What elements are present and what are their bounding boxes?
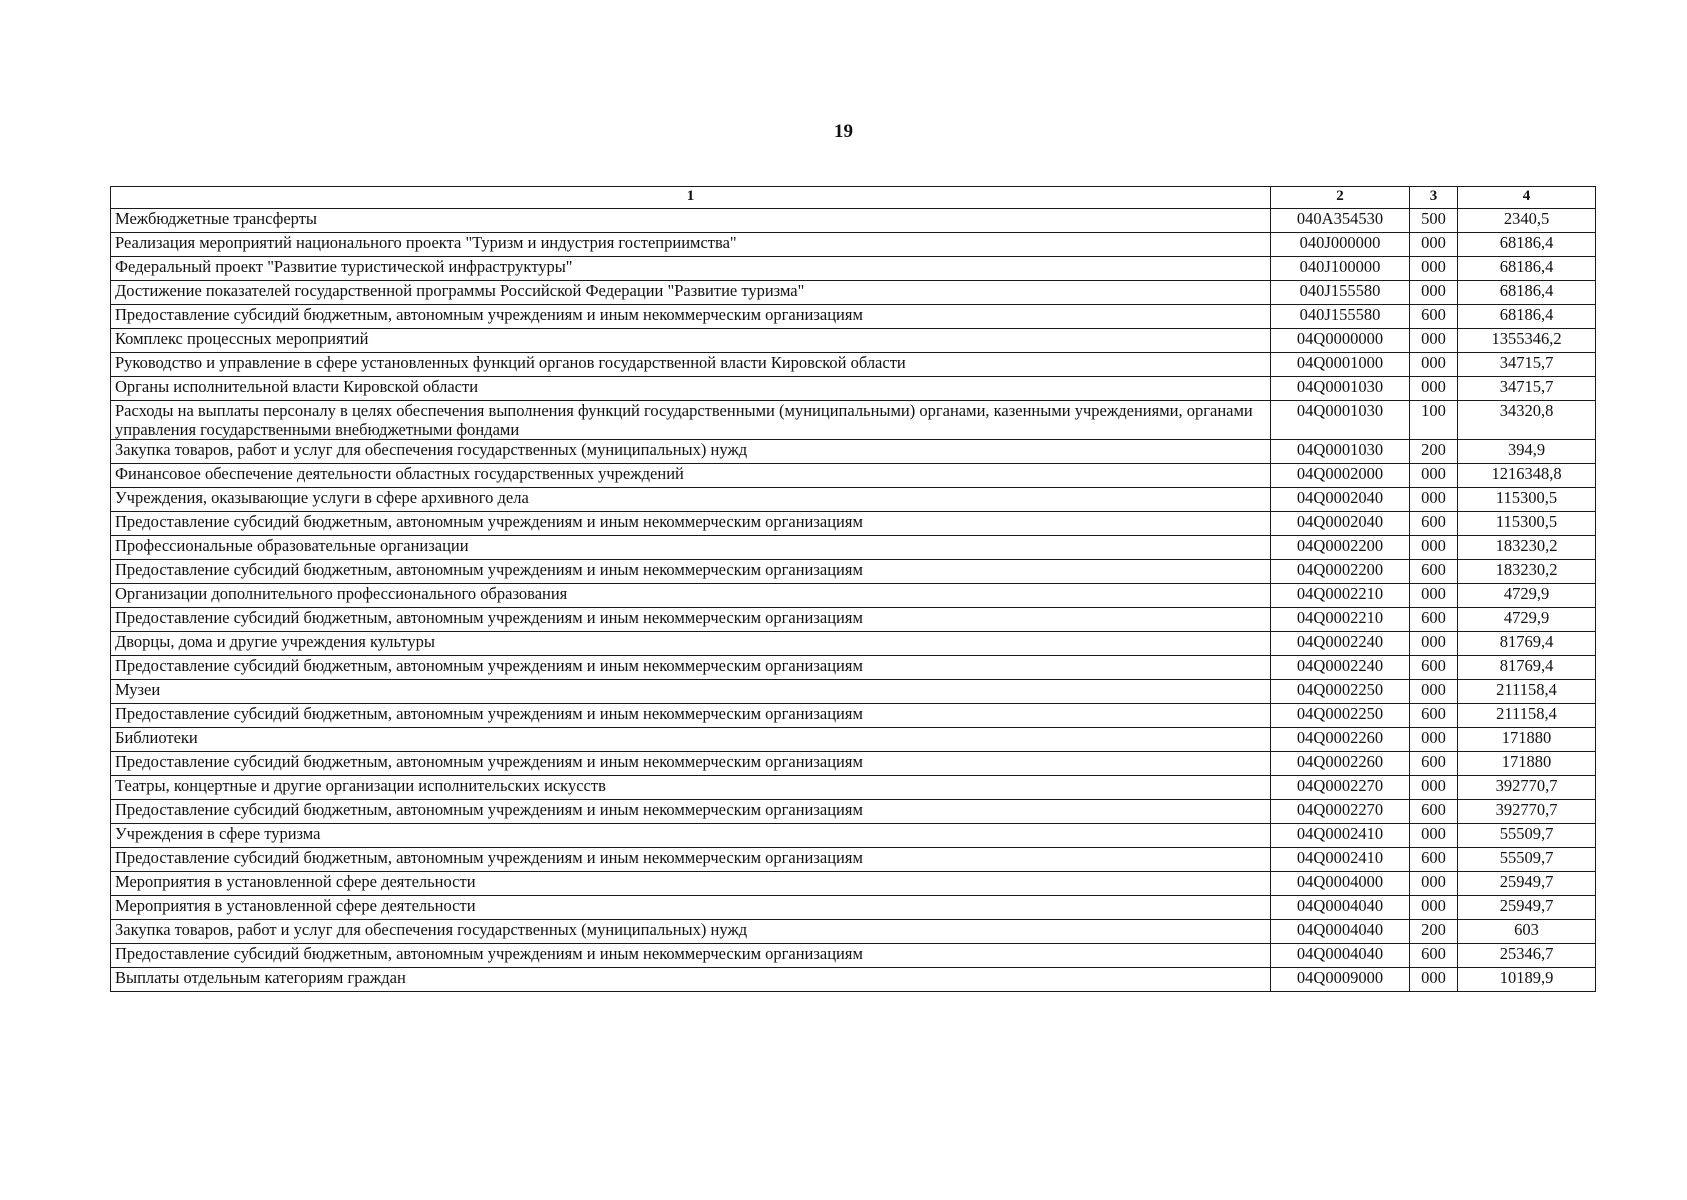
- row-name-cell: Предоставление субсидий бюджетным, автономным учреждениям и иным некоммерческим организациям: [111, 656, 1271, 680]
- table-row: [111, 896, 1596, 920]
- row-code-cell: 04Q0002250: [1271, 704, 1410, 728]
- row-type-cell: 000: [1410, 281, 1458, 305]
- row-name-cell: Учреждения, оказывающие услуги в сфере архивного дела: [111, 488, 1271, 512]
- row-type-cell: 000: [1410, 257, 1458, 281]
- row-type-cell: 000: [1410, 584, 1458, 608]
- row-amount-cell: 1216348,8: [1458, 464, 1596, 488]
- table-row: [111, 233, 1596, 257]
- row-type-cell: 000: [1410, 329, 1458, 353]
- row-name-cell: Комплекс процессных мероприятий: [111, 329, 1271, 353]
- row-code-cell: 04Q0000000: [1271, 329, 1410, 353]
- header-col-1: 1: [111, 187, 1271, 209]
- row-name-cell: Библиотеки: [111, 728, 1271, 752]
- row-type-cell: 200: [1410, 920, 1458, 944]
- row-type-cell: 600: [1410, 512, 1458, 536]
- row-name-cell: Финансовое обеспечение деятельности областных государственных учреждений: [111, 464, 1271, 488]
- row-amount-cell: 68186,4: [1458, 257, 1596, 281]
- row-type-cell: 000: [1410, 896, 1458, 920]
- row-code-cell: 04Q0002240: [1271, 632, 1410, 656]
- row-type-cell: 600: [1410, 560, 1458, 584]
- row-name-cell: Профессиональные образовательные организации: [111, 536, 1271, 560]
- row-amount-cell: 81769,4: [1458, 656, 1596, 680]
- row-code-cell: 04Q0001030: [1271, 401, 1410, 440]
- row-name-cell: Федеральный проект "Развитие туристической инфраструктуры": [111, 257, 1271, 281]
- row-name-cell: Дворцы, дома и другие учреждения культуры: [111, 632, 1271, 656]
- row-code-cell: 04Q0002240: [1271, 656, 1410, 680]
- row-amount-cell: 603: [1458, 920, 1596, 944]
- table-row: [111, 800, 1596, 824]
- table-row: [111, 536, 1596, 560]
- table-row: [111, 329, 1596, 353]
- row-name-cell: Руководство и управление в сфере установленных функций органов государственной власти Кировской области: [111, 353, 1271, 377]
- row-type-cell: 600: [1410, 608, 1458, 632]
- row-amount-cell: 4729,9: [1458, 608, 1596, 632]
- row-amount-cell: 34715,7: [1458, 377, 1596, 401]
- row-code-cell: 04Q0002040: [1271, 512, 1410, 536]
- row-type-cell: 000: [1410, 776, 1458, 800]
- row-code-cell: 04Q0002200: [1271, 536, 1410, 560]
- row-type-cell: 000: [1410, 464, 1458, 488]
- row-name-cell: Предоставление субсидий бюджетным, автономным учреждениям и иным некоммерческим организациям: [111, 848, 1271, 872]
- row-amount-cell: 55509,7: [1458, 848, 1596, 872]
- row-code-cell: 04Q0002250: [1271, 680, 1410, 704]
- row-code-cell: 040J155580: [1271, 281, 1410, 305]
- header-col-3: 3: [1410, 187, 1458, 209]
- row-name-cell: Органы исполнительной власти Кировской области: [111, 377, 1271, 401]
- row-type-cell: 600: [1410, 944, 1458, 968]
- row-code-cell: 040J155580: [1271, 305, 1410, 329]
- row-name-cell: Предоставление субсидий бюджетным, автономным учреждениям и иным некоммерческим организациям: [111, 305, 1271, 329]
- row-code-cell: 04Q0002000: [1271, 464, 1410, 488]
- table-row: [111, 872, 1596, 896]
- row-code-cell: 04Q0002040: [1271, 488, 1410, 512]
- row-name-cell: Организации дополнительного профессионального образования: [111, 584, 1271, 608]
- row-type-cell: 000: [1410, 728, 1458, 752]
- row-amount-cell: 68186,4: [1458, 281, 1596, 305]
- row-amount-cell: 211158,4: [1458, 704, 1596, 728]
- row-name-cell: Мероприятия в установленной сфере деятельности: [111, 872, 1271, 896]
- row-name-cell: Предоставление субсидий бюджетным, автономным учреждениям и иным некоммерческим организациям: [111, 608, 1271, 632]
- table-row: [111, 920, 1596, 944]
- row-code-cell: 04Q0002260: [1271, 728, 1410, 752]
- row-type-cell: 000: [1410, 872, 1458, 896]
- row-code-cell: 04Q0009000: [1271, 968, 1410, 992]
- row-name-cell: Предоставление субсидий бюджетным, автономным учреждениям и иным некоммерческим организациям: [111, 800, 1271, 824]
- row-amount-cell: 25949,7: [1458, 872, 1596, 896]
- row-type-cell: 000: [1410, 632, 1458, 656]
- row-amount-cell: 392770,7: [1458, 776, 1596, 800]
- row-amount-cell: 10189,9: [1458, 968, 1596, 992]
- table-row: [111, 776, 1596, 800]
- row-amount-cell: 68186,4: [1458, 233, 1596, 257]
- table-row: [111, 608, 1596, 632]
- row-type-cell: 100: [1410, 401, 1458, 440]
- table-row: [111, 512, 1596, 536]
- row-code-cell: 04Q0001000: [1271, 353, 1410, 377]
- table-row: [111, 752, 1596, 776]
- row-name-cell: Музеи: [111, 680, 1271, 704]
- row-amount-cell: 2340,5: [1458, 209, 1596, 233]
- row-type-cell: 000: [1410, 968, 1458, 992]
- table-row: [111, 824, 1596, 848]
- table-row: [111, 848, 1596, 872]
- table-row: [111, 401, 1596, 440]
- table-row: [111, 728, 1596, 752]
- row-name-cell: Предоставление субсидий бюджетным, автономным учреждениям и иным некоммерческим организациям: [111, 704, 1271, 728]
- table-row: [111, 968, 1596, 992]
- row-amount-cell: 171880: [1458, 752, 1596, 776]
- header-row: [111, 187, 1596, 209]
- row-name-cell: Учреждения в сфере туризма: [111, 824, 1271, 848]
- row-name-cell: Межбюджетные трансферты: [111, 209, 1271, 233]
- row-amount-cell: 183230,2: [1458, 536, 1596, 560]
- row-name-cell: Предоставление субсидий бюджетным, автономным учреждениям и иным некоммерческим организациям: [111, 512, 1271, 536]
- table-row: [111, 584, 1596, 608]
- row-amount-cell: 115300,5: [1458, 512, 1596, 536]
- table-row: [111, 377, 1596, 401]
- row-name-cell: Предоставление субсидий бюджетным, автономным учреждениям и иным некоммерческим организациям: [111, 752, 1271, 776]
- row-code-cell: 040J100000: [1271, 257, 1410, 281]
- row-code-cell: 04Q0002410: [1271, 848, 1410, 872]
- table-row: [111, 704, 1596, 728]
- row-name-cell: Предоставление субсидий бюджетным, автономным учреждениям и иным некоммерческим организациям: [111, 560, 1271, 584]
- budget-table: [110, 186, 1596, 992]
- row-type-cell: 000: [1410, 353, 1458, 377]
- row-type-cell: 000: [1410, 377, 1458, 401]
- row-amount-cell: 25346,7: [1458, 944, 1596, 968]
- row-code-cell: 04Q0002210: [1271, 608, 1410, 632]
- row-code-cell: 04Q0002210: [1271, 584, 1410, 608]
- table-row: [111, 257, 1596, 281]
- row-name-cell: Мероприятия в установленной сфере деятельности: [111, 896, 1271, 920]
- table-row: [111, 353, 1596, 377]
- table-row: [111, 632, 1596, 656]
- row-code-cell: 04Q0002260: [1271, 752, 1410, 776]
- row-type-cell: 000: [1410, 680, 1458, 704]
- table-row: [111, 209, 1596, 233]
- row-name-cell: Театры, концертные и другие организации исполнительских искусств: [111, 776, 1271, 800]
- row-type-cell: 600: [1410, 848, 1458, 872]
- table-row: [111, 680, 1596, 704]
- row-name-cell: Предоставление субсидий бюджетным, автономным учреждениям и иным некоммерческим организациям: [111, 944, 1271, 968]
- row-amount-cell: 115300,5: [1458, 488, 1596, 512]
- row-code-cell: 040А354530: [1271, 209, 1410, 233]
- row-name-cell: Закупка товаров, работ и услуг для обеспечения государственных (муниципальных) нужд: [111, 440, 1271, 464]
- row-amount-cell: 394,9: [1458, 440, 1596, 464]
- row-type-cell: 500: [1410, 209, 1458, 233]
- row-type-cell: 600: [1410, 704, 1458, 728]
- row-name-cell: Достижение показателей государственной программы Российской Федерации "Развитие туризма": [111, 281, 1271, 305]
- row-amount-cell: 34715,7: [1458, 353, 1596, 377]
- table-row: [111, 560, 1596, 584]
- table-row: [111, 656, 1596, 680]
- row-amount-cell: 171880: [1458, 728, 1596, 752]
- row-amount-cell: 25949,7: [1458, 896, 1596, 920]
- row-type-cell: 000: [1410, 824, 1458, 848]
- table-row: [111, 488, 1596, 512]
- row-type-cell: 600: [1410, 752, 1458, 776]
- table-row: [111, 440, 1596, 464]
- header-col-4: 4: [1458, 187, 1596, 209]
- row-type-cell: 200: [1410, 440, 1458, 464]
- row-type-cell: 600: [1410, 305, 1458, 329]
- row-amount-cell: 183230,2: [1458, 560, 1596, 584]
- row-code-cell: 04Q0004040: [1271, 944, 1410, 968]
- table-row: [111, 944, 1596, 968]
- row-code-cell: 04Q0004040: [1271, 920, 1410, 944]
- row-amount-cell: 392770,7: [1458, 800, 1596, 824]
- row-code-cell: 040J000000: [1271, 233, 1410, 257]
- row-type-cell: 600: [1410, 800, 1458, 824]
- table-row: [111, 464, 1596, 488]
- row-type-cell: 600: [1410, 656, 1458, 680]
- row-amount-cell: 211158,4: [1458, 680, 1596, 704]
- row-code-cell: 04Q0004040: [1271, 896, 1410, 920]
- row-code-cell: 04Q0004000: [1271, 872, 1410, 896]
- row-amount-cell: 34320,8: [1458, 401, 1596, 440]
- table-row: [111, 281, 1596, 305]
- row-code-cell: 04Q0001030: [1271, 440, 1410, 464]
- row-type-cell: 000: [1410, 233, 1458, 257]
- row-amount-cell: 4729,9: [1458, 584, 1596, 608]
- row-type-cell: 000: [1410, 536, 1458, 560]
- table-row: [111, 305, 1596, 329]
- table-body: [111, 209, 1596, 992]
- budget-table-container: [110, 186, 1595, 992]
- header-col-2: 2: [1271, 187, 1410, 209]
- row-code-cell: 04Q0002270: [1271, 776, 1410, 800]
- row-type-cell: 000: [1410, 488, 1458, 512]
- page-number: 19: [834, 121, 853, 142]
- row-name-cell: Расходы на выплаты персоналу в целях обеспечения выполнения функций государственными (муниципальными) органами, казенными учреждениями, органами управления государственными внебюджетными фондами: [111, 401, 1271, 440]
- row-amount-cell: 55509,7: [1458, 824, 1596, 848]
- row-name-cell: Реализация мероприятий национального проекта "Туризм и индустрия гостеприимства": [111, 233, 1271, 257]
- row-code-cell: 04Q0002200: [1271, 560, 1410, 584]
- row-code-cell: 04Q0002410: [1271, 824, 1410, 848]
- row-code-cell: 04Q0002270: [1271, 800, 1410, 824]
- row-name-cell: Закупка товаров, работ и услуг для обеспечения государственных (муниципальных) нужд: [111, 920, 1271, 944]
- row-name-cell: Выплаты отдельным категориям граждан: [111, 968, 1271, 992]
- row-amount-cell: 1355346,2: [1458, 329, 1596, 353]
- row-amount-cell: 81769,4: [1458, 632, 1596, 656]
- row-amount-cell: 68186,4: [1458, 305, 1596, 329]
- row-code-cell: 04Q0001030: [1271, 377, 1410, 401]
